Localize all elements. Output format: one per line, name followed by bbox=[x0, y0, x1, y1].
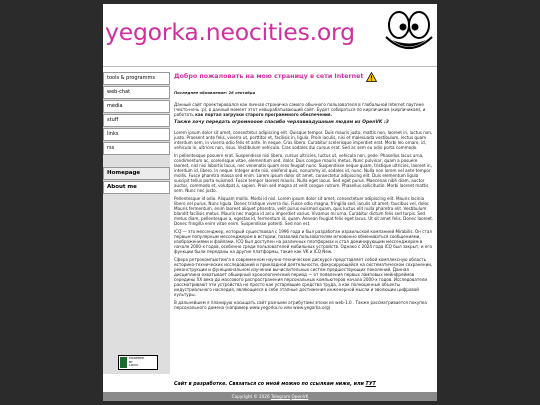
thanks-line: Также хочу передать огромнооое спасибо черлавиадушным людям из OpenVK :3 bbox=[174, 120, 389, 125]
paragraph: В дальнейшем я планирую насыщать сайт разными атрибутами эпохи из web-1.0 . Также рассматривается покупка персонального домена (например www.yegorka.ru или www.yegorka.org) bbox=[174, 300, 427, 310]
contact-link[interactable]: ТУТ bbox=[365, 382, 376, 387]
sidebar-item-about-me[interactable]: About me bbox=[103, 181, 170, 194]
paragraph: Pellentesque id odio. Aliquam mollis. Morbi id nisl. Lorem ipsum dolor sit amet, consectetuer adipiscing elit. Mauris lacinia libero vel purus. Nunc ligula. Donec tristique viverra dui. Fusce odio magna, fringilla sed, iaculis sit amet, faucibus vel, dolor. Mauris fermentum, enim laoreet aliquet pharetra, velit purus euismod quam, quis luctus elit nulla pharetra elit. Vestibulum blandit facilisis metus. Mauris nec magna id arcu imperdiet varius. Vivamus mi urna, Curabitur dictum felis sed turpis. Sed metus diam, pellentesque a, egestas id, fermentum id, quam. Aenean feugiat felis eget lacus. Ut sit amet felis. Donec laoreet. Donec fringilla enim vitae enim. Suspendisse potenti. Sed non est. bbox=[174, 196, 434, 226]
sidebar-item-rss[interactable]: rss bbox=[103, 142, 170, 155]
penguin-icon bbox=[120, 357, 127, 368]
linux-badge[interactable] bbox=[118, 355, 158, 370]
paragraph: ICQ — это мессенджер, который существовал с 1996 года и был разработан израильской компанией Mirabilis. Он стал первым популярным мессенджером в истории, позволив пользователям мгновенно обмениваться сообщениями, изображениями и файлами. ICQ был доступен на различных платформах и стал доминирующим мессенджером в начале 2000-х годов, особенно среди пользователей мобильных устройств. Однако с 2024 года ICQ был закрыт, и его функции были переданы на другие платформы, такие как VK и ICQ New. bbox=[174, 229, 433, 254]
page bbox=[103, 4, 437, 396]
bottom-bar bbox=[103, 392, 437, 401]
badge-line: LINUX bbox=[129, 363, 139, 368]
sidebar bbox=[103, 72, 170, 374]
sidebar-spacer bbox=[103, 156, 170, 167]
welcome-heading-text: Добро пожаловать на мою страницу в сети Internet bbox=[174, 73, 364, 80]
last-updated: Последнее обновление: 26 сентября bbox=[174, 90, 256, 95]
paragraph: In pellentesque posuere erat. Suspendisse nisi libero, cursus ultricies, luctus ut, vehicula non, pede. Phasellus lacus urna, condimentum ac, scelerisque vitae, elementum sed, dolor. Duis congue mauris metus. Nunc pulvinar, quam a posuere laoreet, nisl nisi lobortis lacus, nec venenatis quam eros feugiat nunc. Suspendisse neque quam, tristique ultricies, laoreet in, interdum id, libero. In neque. Integer ante nisi, eleifend quis, nonummy id, sodales id, nunc. Nulla non lorem vel ante tempor mollis. Fusce pharetra massa sed enim. Lorem ipsum dolor sit amet, consectetur adipiscing elit. Duis elementum ligula suscipit tellus porta euismod. Fusce tempor laoreet mauris. Nulla eget lacus. Sed eget purus. Maecenas nibh diam, auctor auctor, commodo et, volutpat a, sapien. Proin sed magna at velit congue rutrum. Phasellus sollicitudin. Morbi laoreet mattis sem. Nunc nec justo. bbox=[174, 153, 432, 193]
paragraph: Lorem ipsum dolor sit amet, consectetur adipiscing elit. Quisque tempor. Duis mauris justo, mattis non, laoreet in, luctus non, justo. Praesent ante felis, viverra ut, porttitor et, facilisis in, ligula. Proin iaculis, nisi et malesuada vestibulum, lectus quam interdum sem, in viverra odio felis et ante. In neque. Cras libero. Curabitur scelerisque imperdiet erat. Morbi leo ornare, id, vehicula in, ultrices non, risus. Vestibulum vehicula. Cras sodales dui cursus erat. Sed ac sem eu odio porta commodo. bbox=[174, 130, 433, 150]
site-header bbox=[103, 4, 437, 67]
sidebar-item-links[interactable]: links bbox=[103, 128, 170, 141]
warning-sign-icon bbox=[366, 72, 377, 82]
smiley-face-icon bbox=[382, 9, 436, 57]
sidebar-item-stuff[interactable]: stuff bbox=[103, 114, 170, 127]
welcome-heading bbox=[174, 72, 434, 82]
paragraph: Сфера ретрокомпьютинга в современном научно-техническом дискурсе представляет собой комплексную область историко-технических исследований и прикладной деятельности, фокусирующейся на систематическом сохранении, реконструкции и функциональном изучении вычислительных систем предшествующих поколений. Данная дисциплина охватывает обширный хронологический период — от появления первых ламповых мейнфреймов середины XX века до массового распространения персональных компьютеров начала 2000-х годов. Исследователи рассматривают эти устройства не просто как устаревшие средства труда, а как полноценные объекты индустриального наследия, являющиеся в себе этапные достижения инженерной мысли и эволюции цифровой культуры. bbox=[174, 257, 433, 297]
sidebar-item-tools[interactable]: tools & programms bbox=[103, 72, 170, 85]
main-content bbox=[174, 72, 434, 384]
sidebar-item-homepage[interactable]: Homepage bbox=[103, 167, 170, 180]
telegram-link[interactable]: Telegram bbox=[270, 394, 291, 399]
intro-paragraph bbox=[174, 102, 434, 117]
badge-line: POWERED bbox=[129, 356, 145, 361]
sidebar-item-media[interactable]: media bbox=[103, 100, 170, 113]
footer-note bbox=[174, 382, 376, 387]
site-title: yegorka.neocities.org bbox=[105, 18, 355, 46]
copyright-text: Copyright © 2026 bbox=[231, 394, 270, 399]
intro-bold-text: как портал загрузки старого программного обеспечения. bbox=[195, 112, 333, 117]
badge-line: BY bbox=[129, 359, 133, 364]
sidebar-item-web-chat[interactable]: web-chat bbox=[103, 86, 170, 99]
footer-note-text: Сайт в разработке. Связаться со мной можно по ссылкам ниже, или bbox=[174, 382, 366, 387]
intro-text: Данный сайт проектировался как личная страничка самого обычного пользователя в глобальной Internet паутине (чисто-ночь :р), в данный момент этот невырабатывающий сайт. Будет собираться по кирпичикам (кирпичикам), и работать bbox=[174, 102, 426, 117]
openvk-link[interactable]: OpenVK bbox=[291, 394, 309, 399]
